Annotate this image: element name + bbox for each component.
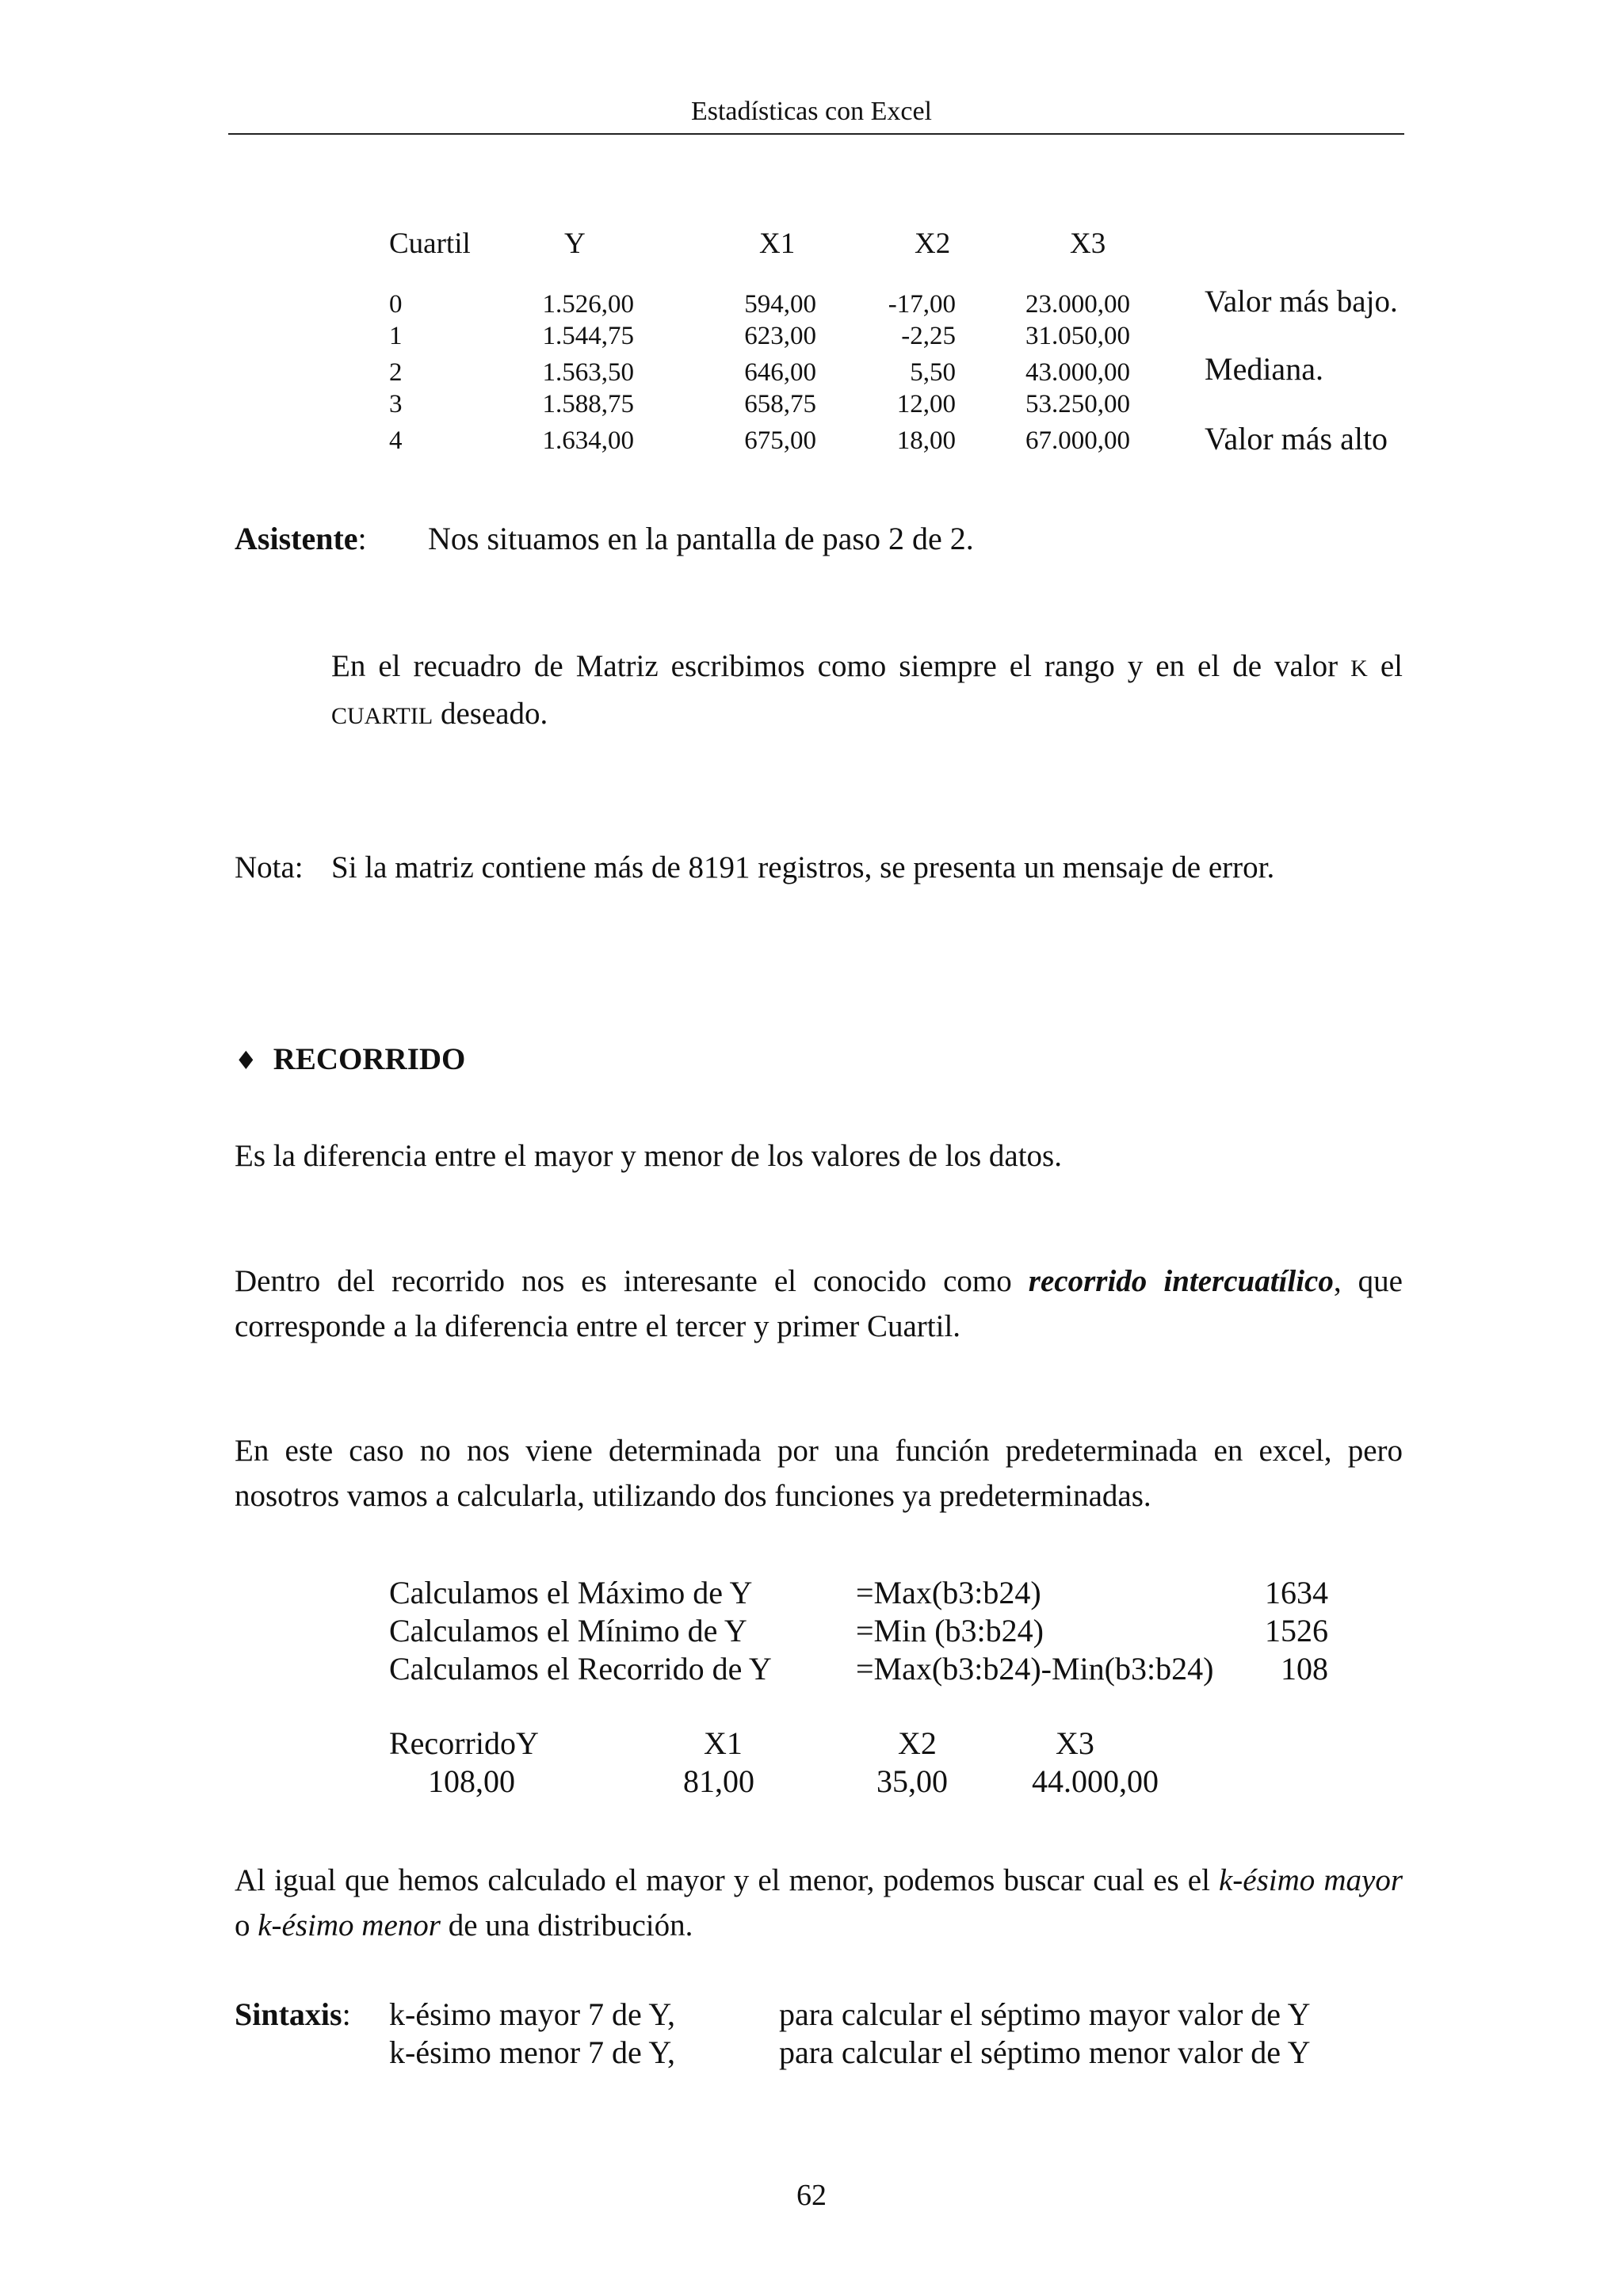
table-cell-x2: 18,00 xyxy=(896,426,956,455)
k-esimo-paragraph: Al igual que hemos calculado el mayor y el menor, podemos buscar cual es el k-ésimo mayor o k-ésimo menor de una distribución. xyxy=(235,1863,1403,1943)
table-note: Valor más alto xyxy=(1205,421,1388,457)
calc-value: 1634 xyxy=(1265,1575,1328,1610)
recorrido-header-x1: X1 xyxy=(704,1725,743,1761)
col-header-x2: X2 xyxy=(915,227,951,260)
recorrido-header-x2: X2 xyxy=(898,1725,937,1761)
calc-formula: =Min (b3:b24) xyxy=(856,1613,1044,1648)
nota-text: Si la matriz contiene más de 8191 registros, se presenta un mensaje de error. xyxy=(331,850,1275,884)
sintaxis-expr: k-ésimo menor 7 de Y, xyxy=(389,2034,676,2070)
table-cell-x1: 658,75 xyxy=(744,390,816,418)
calc-value: 1526 xyxy=(1265,1613,1328,1648)
table-cell-x3: 67.000,00 xyxy=(1025,426,1130,455)
table-cell-y: 1.634,00 xyxy=(542,426,634,455)
nota-label: Nota: xyxy=(235,850,304,884)
table-cell-x2: -2,25 xyxy=(901,322,956,350)
recorrido-value-x3: 44.000,00 xyxy=(1032,1763,1159,1799)
table-cell-x3: 53.250,00 xyxy=(1025,390,1130,418)
diamond-bullet-icon: ♦ xyxy=(235,1045,258,1075)
matriz-paragraph: En el recuadro de Matriz escribimos como siempre el rango y en el de valor K el CUARTIL deseado. xyxy=(331,649,1403,731)
table-cell-x2: 5,50 xyxy=(910,358,956,387)
asistente-label: Asistente: xyxy=(235,521,367,556)
calc-value: 108 xyxy=(1281,1651,1328,1687)
table-note: Valor más bajo. xyxy=(1205,285,1398,319)
col-header-y: Y xyxy=(564,227,586,260)
sintaxis-expr: k-ésimo mayor 7 de Y, xyxy=(389,1996,676,2032)
calc-formula: =Max(b3:b24)-Min(b3:b24) xyxy=(856,1651,1214,1687)
calc-formula: =Max(b3:b24) xyxy=(856,1575,1041,1610)
recorrido-value-x1: 81,00 xyxy=(683,1763,754,1799)
col-header-x1: X1 xyxy=(759,227,796,260)
section-heading: ♦ RECORRIDO xyxy=(235,1042,466,1076)
calc-label: Calculamos el Recorrido de Y xyxy=(389,1651,772,1687)
table-cell-x3: 31.050,00 xyxy=(1025,322,1130,350)
definition-paragraph: Es la diferencia entre el mayor y menor de los valores de los datos. xyxy=(235,1139,1062,1173)
col-header-cuartil: Cuartil xyxy=(389,227,471,260)
table-cell-q: 0 xyxy=(389,290,403,319)
table-cell-y: 1.526,00 xyxy=(542,290,634,319)
table-cell-x1: 623,00 xyxy=(744,322,816,350)
sintaxis-desc: para calcular el séptimo mayor valor de Y xyxy=(779,1996,1311,2032)
table-cell-x2: 12,00 xyxy=(896,390,956,418)
header-rule xyxy=(228,133,1404,135)
excel-paragraph: En este caso no nos viene determinada por una función predeterminada en excel, pero nosotros vamos a calcularla, utilizando dos funciones ya predeterminadas. xyxy=(235,1434,1403,1513)
table-cell-x1: 646,00 xyxy=(744,358,816,387)
table-cell-x3: 23.000,00 xyxy=(1025,290,1130,319)
calc-label: Calculamos el Mínimo de Y xyxy=(389,1613,747,1648)
asistente-text: Nos situamos en la pantalla de paso 2 de 2. xyxy=(428,521,974,556)
page-header: Estadísticas con Excel xyxy=(690,97,932,126)
page-number: 62 xyxy=(796,2179,827,2212)
table-cell-y: 1.563,50 xyxy=(542,358,634,387)
table-cell-x1: 594,00 xyxy=(744,290,816,319)
table-note: Mediana. xyxy=(1205,351,1323,387)
table-cell-q: 2 xyxy=(389,358,403,387)
recorrido-header-x3: X3 xyxy=(1056,1725,1094,1761)
recorrido-header-y: RecorridoY xyxy=(389,1725,539,1761)
table-cell-y: 1.588,75 xyxy=(542,390,634,418)
recorrido-value-x2: 35,00 xyxy=(876,1763,948,1799)
table-cell-x2: -17,00 xyxy=(888,290,956,319)
table-cell-x3: 43.000,00 xyxy=(1025,358,1130,387)
table-cell-q: 4 xyxy=(389,426,403,455)
table-cell-q: 1 xyxy=(389,322,403,350)
col-header-x3: X3 xyxy=(1070,227,1106,260)
sintaxis-desc: para calcular el séptimo menor valor de Y xyxy=(779,2034,1311,2070)
recorrido-value-y: 108,00 xyxy=(428,1763,515,1799)
table-cell-y: 1.544,75 xyxy=(542,322,634,350)
intercuartil-paragraph: Dentro del recorrido nos es interesante el conocido como recorrido intercuatílico, que corresponde a la diferencia entre el tercer y primer Cuartil. xyxy=(235,1264,1403,1343)
table-cell-q: 3 xyxy=(389,390,403,418)
table-cell-x1: 675,00 xyxy=(744,426,816,455)
calc-label: Calculamos el Máximo de Y xyxy=(389,1575,753,1610)
sintaxis-label: Sintaxis: xyxy=(235,1996,351,2032)
